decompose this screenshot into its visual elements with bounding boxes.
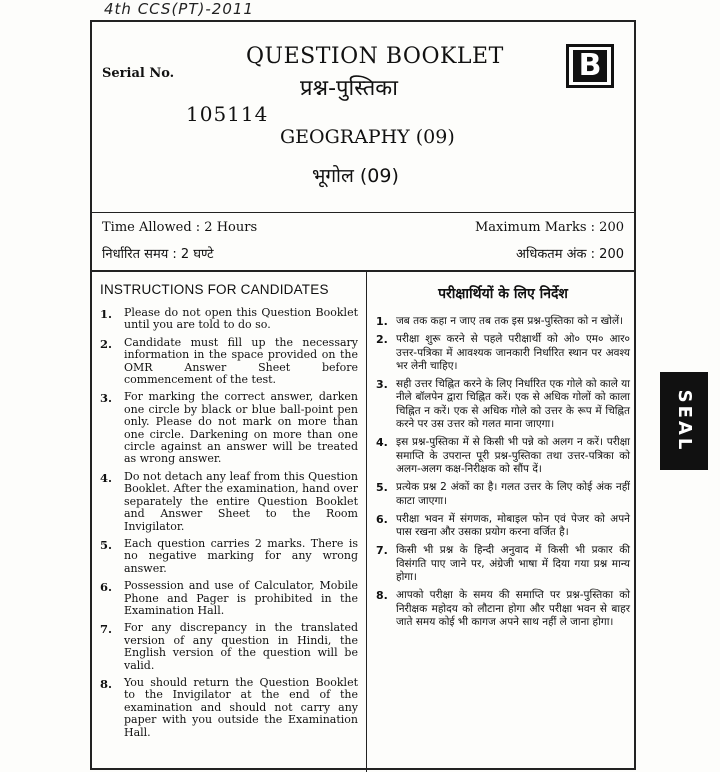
booklet-title-en: QUESTION BOOKLET (246, 44, 504, 69)
instruction-number: 5. (376, 481, 388, 495)
instruction-item-en (100, 622, 358, 672)
instruction-number: 3. (100, 391, 113, 406)
instruction-text: Each question carries 2 marks. There is no negative marking for any wrong answer. (124, 536, 358, 575)
instruction-text: इस प्रश्न-पुस्तिका में से किसी भी पन्ने को अलग न करें। परीक्षा समाप्ति के उपरान्त पूरी प्रश्न-पुस्तिका तथा उत्तर-पत्रिका को अलग-अलग कक्ष-निरीक्षक को सौंप दें। (396, 436, 630, 475)
instruction-number: 6. (376, 512, 388, 526)
instruction-text: Candidate must fill up the necessary information in the space provided on the OMR Answer Sheet before commencement of the test. (124, 335, 358, 387)
instruction-item-en (100, 580, 358, 617)
handwritten-note: 4th CCS(PT)-2011 (104, 0, 254, 18)
instruction-text: परीक्षा भवन में संगणक, मोबाइल फोन एवं पेजर को अपने पास रखना और उसका प्रयोग करना वर्जित है। (396, 512, 630, 539)
booklet-title-hi: प्रश्न-पुस्तिका (300, 76, 398, 101)
instruction-text: Please do not open this Question Booklet until you are told to do so. (124, 306, 358, 332)
instructions-divider (92, 270, 634, 272)
booklet-cover (90, 20, 636, 770)
maximum-marks-hi: अधिकतम अंक : 200 (516, 247, 624, 262)
instruction-item-en (100, 307, 358, 332)
instruction-number: 5. (100, 537, 113, 552)
instruction-text: सही उत्तर चिह्नित करने के लिए निर्धारित एक गोले को काले या नीले बॉलपेन द्वारा चिह्नित करें। एक से अधिक गोलों को काला चिह्नित न करें। एक से अधिक गोले को उत्तर के रूप में चिह्नित करने पर उस उत्तर को गलत माना जाएगा। (396, 378, 630, 431)
instruction-text: Possession and use of Calculator, Mobile Phone and Pager is prohibited in the Examination Hall. (124, 579, 358, 617)
instruction-item-hi (376, 378, 630, 431)
instruction-number: 7. (100, 622, 113, 637)
instruction-number: 1. (376, 315, 388, 328)
instruction-number: 7. (376, 544, 388, 558)
instruction-text: किसी भी प्रश्न के हिन्दी अनुवाद में किसी भी प्रकार की विसंगति पाए जाने पर, अंग्रेजी भाषा में दिया गया प्रश्न मान्य होगा। (396, 544, 630, 584)
time-allowed-en: Time Allowed : 2 Hours (102, 220, 258, 235)
instructions-english (100, 282, 358, 744)
instruction-number: 4. (376, 436, 388, 450)
instruction-number: 3. (376, 378, 388, 392)
instruction-number: 6. (100, 580, 113, 595)
instruction-number: 2. (376, 333, 388, 347)
instruction-item-hi (376, 513, 630, 540)
instruction-text: परीक्षा शुरू करने से पहले परीक्षार्थी को ओ० एम० आर० उत्तर-पत्रिका में आवश्यक जानकारी निर्धारित स्थान पर अवश्य भर लेनी चाहिए। (396, 333, 630, 372)
instruction-item-en (100, 677, 358, 739)
column-divider (366, 270, 367, 772)
subject-title-en: GEOGRAPHY (09) (280, 126, 455, 148)
instruction-text: Do not detach any leaf from this Question Booklet. After the examination, hand over separately the entire Question Booklet and Answer Sheet to the Room Invigilator. (124, 469, 358, 533)
instruction-item-hi (376, 589, 630, 629)
subject-title-hi: भूगोल (09) (312, 165, 399, 187)
header-divider (92, 212, 634, 213)
instruction-text: For any discrepancy in the translated version of any question in Hindi, the English version of the question will be valid. (124, 621, 358, 672)
instruction-number: 8. (376, 589, 388, 603)
serial-label: Serial No. (102, 66, 175, 81)
instruction-item-hi (376, 315, 630, 328)
series-code-box (566, 44, 614, 88)
instructions-title-hi: परीक्षार्थियों के लिए निर्देश (438, 286, 568, 302)
instruction-number: 4. (100, 470, 113, 485)
instruction-item-hi (376, 544, 630, 584)
instruction-item-en (100, 538, 358, 575)
instructions-title-en: INSTRUCTIONS FOR CANDIDATES (100, 282, 329, 297)
instruction-item-en (100, 471, 358, 533)
booklet-header (92, 22, 634, 212)
instruction-item-hi (376, 481, 630, 508)
series-code: B (573, 50, 607, 82)
serial-number: 105114 (186, 102, 269, 126)
instruction-text: जब तक कहा न जाए तब तक इस प्रश्न-पुस्तिका को न खोलें। (396, 315, 624, 327)
instruction-text: आपको परीक्षा के समय की समाप्ति पर प्रश्न-पुस्तिका को निरीक्षक महोदय को लौटाना होगा और परीक्षा भवन से बाहर जाते समय कोई भी कागज अपने साथ नहीं ले जाना होगा। (396, 589, 630, 628)
instruction-text: For marking the correct answer, darken one circle by black or blue ball-point pen only. Please do not mark on more than one circle. Darkening on more than one circle against an answer will be treated as wrong answer. (124, 390, 358, 466)
instruction-item-hi (376, 333, 630, 373)
instructions-hindi (376, 284, 630, 634)
instruction-number: 1. (100, 307, 113, 321)
seal-tab (660, 372, 708, 470)
instruction-item-en (100, 337, 358, 387)
instruction-number: 2. (100, 336, 113, 351)
instruction-item-en (100, 391, 358, 465)
instruction-text: You should return the Question Booklet to the Invigilator at the end of the examination and should not carry any paper with you outside the Examination Hall. (124, 675, 358, 739)
seal-label: SEAL (674, 389, 695, 453)
instruction-item-hi (376, 436, 630, 476)
time-allowed-hi: निर्धारित समय : 2 घण्टे (102, 247, 214, 262)
maximum-marks-en: Maximum Marks : 200 (475, 220, 624, 235)
instruction-text: प्रत्येक प्रश्न 2 अंकों का है। गलत उत्तर के लिए कोई अंक नहीं काटा जाएगा। (396, 481, 630, 507)
instruction-number: 8. (100, 676, 113, 691)
